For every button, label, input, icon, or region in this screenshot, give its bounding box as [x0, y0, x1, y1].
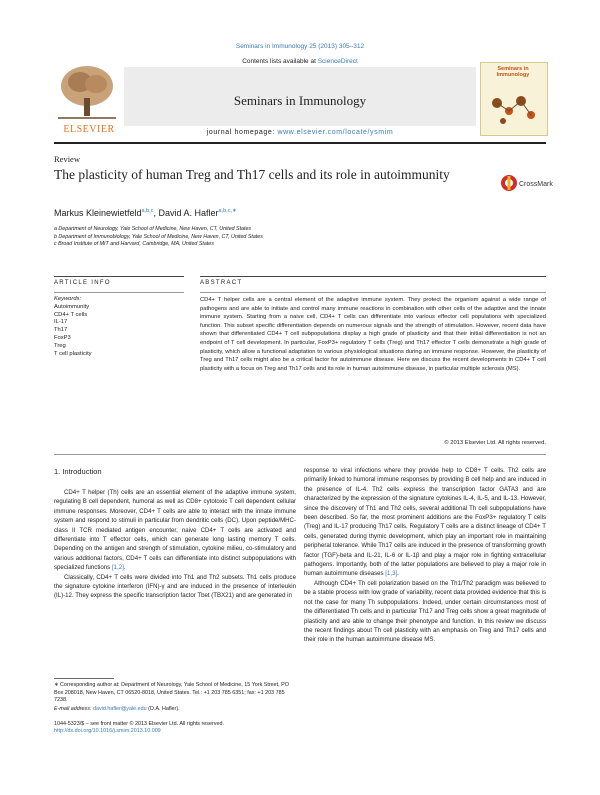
- email-label: E-mail address:: [54, 706, 93, 712]
- article-info-subrule: [54, 292, 184, 293]
- keyword: Th17: [54, 327, 68, 334]
- affiliation: c Broad Institute of MIT and Harvard, Cambridge, MA, United States: [54, 241, 214, 247]
- keyword: Treg: [54, 342, 66, 349]
- author-affiliation-marks[interactable]: a,b,c,∗: [218, 208, 237, 214]
- keyword: FoxP3: [54, 334, 71, 341]
- contents-prefix: Contents lists available at: [242, 58, 318, 65]
- article-info-rule: [54, 276, 184, 277]
- article-identifiers: [54, 721, 224, 736]
- crossmark-label: CrossMark: [519, 181, 553, 188]
- paragraph: Classically, CD4+ T cells were divided into Th1 and Th2 subsets. Th1 cells produce the signature cytokine interferon (IFN)-γ and are induced in the presence of interleukin (IL)-12. They express the specific transcription factor Tbet (TBX21) and are generated in: [54, 573, 296, 600]
- paragraph: [304, 466, 546, 579]
- journal-name: Seminars in Immunology: [233, 93, 367, 108]
- email-link[interactable]: david.hafler@yale.edu: [92, 706, 147, 712]
- keyword: IL-17: [54, 319, 68, 326]
- affiliation: b Department of Immunobiology, Yale School of Medicine, New Haven, CT, United States: [54, 233, 263, 240]
- paragraph: Although CD4+ Th cell polarization based on the Th1/Th2 paradigm was believed to be a stable process with low grade of variability, recent data provided evidence that this is not the case for many Th subpopulations. Indeed, under certain circumstances most of the differentiated Th cells and in particular Th17 and Treg cells show a great magnitude of plasticity and are able to change their phenotype and function. In this review we discuss the recent findings about Th cell plasticity with an emphasis on Treg and Th17 cells and their role in the human autoimmune disease MS.: [304, 579, 546, 644]
- author-affiliation-marks[interactable]: a,b,c: [141, 208, 154, 214]
- paragraph-end: .: [123, 564, 126, 572]
- crossmark-badge[interactable]: [500, 172, 553, 194]
- body-column-left: [54, 488, 296, 601]
- article-title: The plasticity of human Treg and Th17 cells and its role in autoimmunity: [54, 167, 450, 182]
- doi-link[interactable]: http://dx.doi.org/10.1016/j.smim.2013.10.009: [54, 728, 161, 735]
- abstract-text: CD4+ T helper cells are a central element of the adaptive immune system. They protect the organism against a wide range of pathogens and are able to initiate and control many immune reactions in combination with other cells of the adaptive and the innate immune system. Starting from a naive cell, CD4+ T cells can differentiate into various effector cell populations with specialized function. This subset specific differentiation depends on numerous signals and the strength of stimulation. However, recent data have shown that differentiated CD4+ T cell subpopulations display a high grade of plasticity and that their initial differentiation is not an endpoint of T cell development. In particular, FoxP3+ regulatory T cells (Treg) and Th17 effector T cells demonstrate a high grade of plasticity, which allow a functional adaptation to various physiological situations during an immune response. However, the plasticity of Treg and Th17 cells might also be a critical factor for autoimmune disease. Here we discuss the recent developments in CD4+ T cell plasticity with a focus on Treg and Th17 cells and its role in human autoimmune disease, in particular multiple sclerosis (MS).: [200, 297, 546, 372]
- author-list: [54, 208, 237, 218]
- body-column-right: [304, 466, 546, 645]
- journal-homepage: [124, 129, 476, 136]
- abstract-heading: ABSTRACT: [200, 280, 243, 286]
- citation-link[interactable]: [1,3]: [385, 570, 398, 578]
- header-rule: [54, 142, 546, 144]
- abstract-rule: [200, 276, 546, 277]
- paragraph: [54, 488, 296, 573]
- keyword: T cell plasticity: [54, 350, 92, 357]
- footnote-rule: [54, 678, 114, 679]
- article-info-heading: ARTICLE INFO: [54, 280, 111, 286]
- abstract-end-rule: [54, 454, 546, 455]
- keywords-block: [54, 296, 92, 358]
- author-name[interactable]: David A. Hafler: [158, 208, 219, 218]
- author-separator: ,: [153, 208, 159, 218]
- paragraph-text: CD4+ T helper (Th) cells are an essential element of the adaptive immune system, regulating B cell dependent, humoral as well as CD8+ cytotoxic T cell dependent cellular immune responses. Moreover, CD4+ T cells are able to interact with the innate immune system and respond to stimuli in particular from dendritic cells (DC). Upon peptide/MHC-class II TCR mediated antigen encounter, naive CD4+ T cells are activated and differentiate into T effector cells, which can generate long lasting memory T cells. Depending on the antigen and strength of stimulation, cytokine milieu, co-stimulatory and various additional factors, CD4+ T cells can differentiate into distinct subpopulations with specialized functions: [54, 489, 296, 572]
- keyword: Autoimmunity: [54, 303, 90, 310]
- publisher-logo-text: ELSEVIER: [63, 124, 115, 135]
- citation-link[interactable]: [1,2]: [111, 564, 124, 572]
- keywords-label: Keywords:: [54, 296, 82, 302]
- section-heading: 1. Introduction: [54, 467, 102, 476]
- abstract-copyright: © 2013 Elsevier Ltd. All rights reserved.: [444, 440, 546, 446]
- article-type: Review: [54, 154, 80, 164]
- running-header: Seminars in Immunology 25 (2013) 305–312: [235, 43, 365, 50]
- cover-title: Seminars in Immunology: [496, 66, 530, 78]
- homepage-link[interactable]: www.elsevier.com/locate/ysmim: [277, 129, 394, 136]
- email-line: [54, 706, 296, 714]
- corresponding-author-note: ∗ Corresponding author at: Department of Neurology, Yale School of Medicine, 15 York Street, PO Box 208018, New Haven, CT 06520-8018, United States. Tel.: +1 203 785 6351; fax: +1 203 785 7238.: [54, 682, 289, 703]
- paragraph-text: response to viral infections where they provide help to CD8+ T cells. Th2 cells are primarily linked to humoral immune responses by providing B cell help and are induced in the presence of IL-4. Th2 cells express the transcription factor GATA3 and are characterized by the expression of the signature cytokines IL-4, IL-5, and IL-13. However, since the discovery of Th1 and Th2 cells, several additional Th cell subpopulations have been described. So far, the most prominent additions are the FoxP3+ regulatory T cells (Treg) and IL-17 producing Th17 cells. Regulatory T cells are a distinct lineage of CD4+ T cells, generated during thymic development, which play an important role in maintaining peripheral tolerance. While Th17 cells are induced in the presence of transforming growth factor (TGF)-beta and IL-21, IL-6 or IL-1β and play a major role in fighting extracellular pathogens. Importantly, both of the latter populations are believed to play a major role in human autoimmune diseases: [304, 467, 546, 578]
- abstract-subrule: [200, 292, 546, 293]
- keyword: CD4+ T cells: [54, 311, 88, 318]
- author-name[interactable]: Markus Kleinewietfeld: [54, 208, 142, 218]
- issn-line: 1044-5323/$ – see front matter © 2013 Elsevier Ltd. All rights reserved.: [54, 721, 224, 727]
- paragraph-end: .: [397, 570, 399, 578]
- homepage-prefix: journal homepage:: [206, 129, 278, 136]
- sciencedirect-link[interactable]: ScienceDirect: [317, 58, 358, 65]
- email-suffix: (D.A. Hafler).: [146, 706, 180, 712]
- affiliation: a Department of Neurology, Yale School of Medicine, New Haven, CT, United States: [54, 226, 252, 232]
